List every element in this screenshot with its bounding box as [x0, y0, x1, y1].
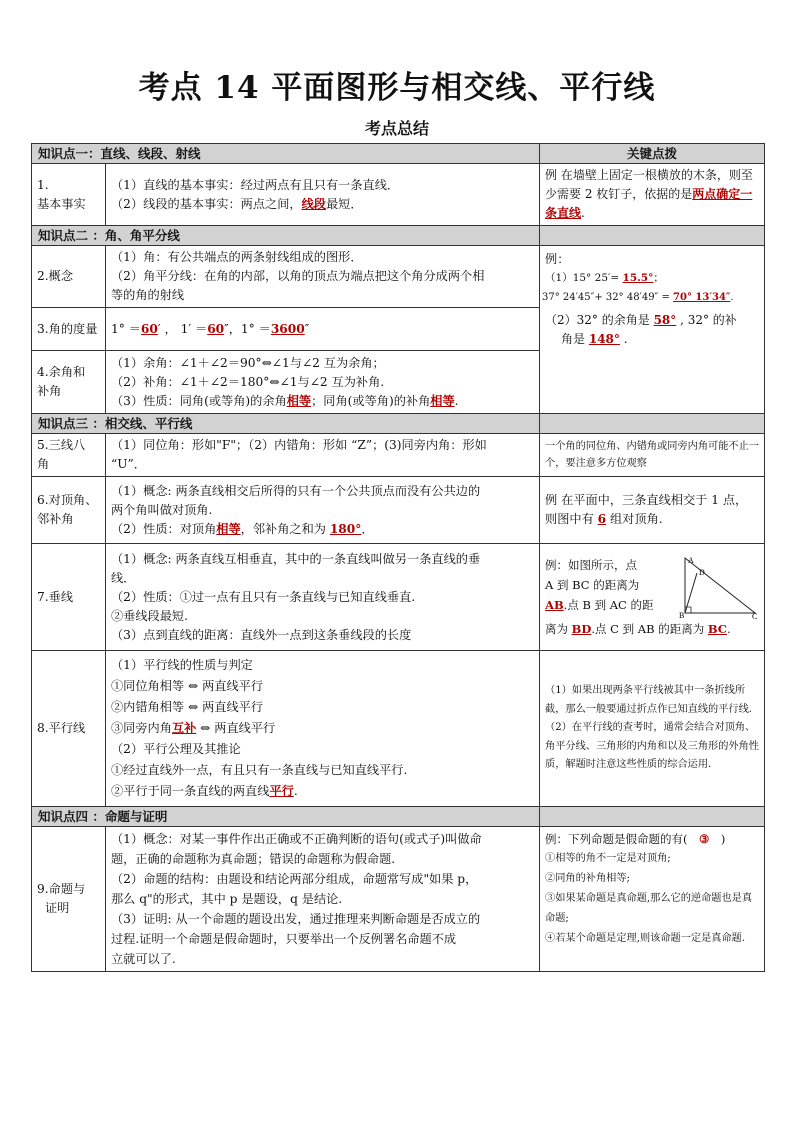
row-label-line: 基本事实 — [37, 196, 86, 211]
row-content — [106, 434, 540, 477]
example-line: ②同角的补角相等; — [545, 873, 630, 884]
content-line — [111, 392, 534, 411]
table-row — [32, 544, 765, 651]
row-content — [106, 351, 540, 414]
content-line: 两个角叫做对顶角. — [111, 502, 213, 517]
section-header-blank — [540, 807, 765, 827]
answer-text: AB — [545, 598, 564, 612]
text: ． — [361, 521, 374, 536]
example-line — [545, 311, 759, 330]
content-line: 那么 q"的形式，其中 p 是题设，q 是结论. — [111, 892, 343, 906]
section-title: 知识点一：直线、线段、射线 — [32, 144, 540, 164]
row-label-line: 1. — [37, 177, 49, 192]
table-row — [32, 827, 765, 972]
content-line: 线． — [111, 570, 136, 585]
answer-text: 60 — [207, 321, 225, 336]
section-header — [32, 144, 765, 164]
vertex-label-a: A — [688, 556, 694, 565]
row-content — [106, 827, 540, 972]
answer-text: 互补 — [171, 721, 197, 735]
text: （2）32° 的余角是 — [545, 313, 654, 327]
text: ) — [709, 832, 726, 846]
row-content — [106, 477, 540, 544]
text: ′ ， 1′ ＝ — [157, 321, 208, 336]
text: . — [454, 393, 459, 408]
text: ②平行于同一条直线的两直线 — [111, 784, 270, 798]
content-line: （1）同位角：形如"F"；（2）内错角：形如 “Z”；(3)同旁内角：形如 — [111, 438, 487, 452]
row-label: 2.概念 — [32, 246, 106, 308]
text: ″ — [304, 321, 310, 336]
table-row — [32, 246, 765, 308]
row-label-line: 4.余角和 — [37, 365, 86, 379]
answer-text: 15.5° — [622, 272, 654, 284]
row-label: 7.垂线 — [32, 544, 106, 651]
section-title: 知识点四 ：命题与证明 — [32, 807, 540, 827]
text: . — [293, 784, 298, 798]
answer-text: 线段 — [301, 196, 326, 211]
key-point-cell — [540, 651, 765, 807]
text: ；同角(或等角)的补角 — [311, 393, 431, 408]
key-point-paragraph: （1）如果出现两条平行线被其中一条折线所截，那么一般要通过折点作已知直线的平行线. — [545, 685, 753, 715]
table-row — [32, 651, 765, 807]
content-line — [111, 320, 534, 339]
text: 角是 — [561, 332, 589, 346]
triangle-outline — [685, 558, 755, 613]
content-line: 等的角的射线 — [111, 288, 185, 302]
content-line: 立就可以了. — [111, 952, 176, 966]
row-content — [106, 246, 540, 308]
table-row — [32, 477, 765, 544]
text: （2）线段的基本事实：两点之间， — [111, 196, 302, 211]
key-point-cell — [540, 164, 765, 226]
row-label-line: 邻补角 — [37, 512, 74, 526]
text: （1）15° 25′= — [545, 272, 623, 284]
row-label — [32, 351, 106, 414]
answer-text: 两点确定一条直线 — [545, 187, 753, 220]
content-line: （2）角平分线：在角的内部，以角的顶点为端点把这个角分成两个相 — [111, 269, 485, 283]
text: ； — [653, 272, 664, 284]
row-content — [106, 651, 540, 807]
text: . — [619, 332, 628, 346]
table-row — [32, 434, 765, 477]
example-line — [545, 269, 759, 288]
content-line: 过程.证明一个命题是假命题时，只要举出一个反例署名命题不成 — [111, 932, 457, 946]
text: ，邻补角之和为 — [240, 521, 330, 536]
row-label — [32, 434, 106, 477]
example-line: ④若某个命题是定理,则该命题一定是真命题. — [545, 933, 746, 944]
content-line: （1）概念：对某一事件作出正确或不正确判断的语句(或式子)叫做命 — [111, 832, 482, 846]
text: 37° 24′45″+ 32° 48′49″ = — [542, 292, 674, 303]
example-head — [545, 829, 759, 849]
content-line — [111, 520, 534, 539]
content-line: ①经过直线外一点，有且只有一条直线与已知直线平行. — [111, 763, 408, 777]
answer-text: 58° — [653, 313, 677, 327]
text: ″，1° ＝ — [224, 321, 271, 336]
text: . — [726, 622, 731, 636]
text: 最短． — [325, 196, 363, 211]
answer-text: 相等 — [286, 393, 312, 408]
vertex-label-d: D — [699, 568, 705, 577]
answer-text: 60 — [140, 321, 158, 336]
row-label-line: 证明 — [45, 901, 70, 915]
vertex-label-b: B — [679, 611, 685, 619]
text: 组对顶角. — [606, 512, 663, 526]
content-line: （2）补角：∠1＋∠2＝180°⇔∠1与∠2 互为补角. — [111, 374, 385, 389]
row-label-line: 补角 — [37, 384, 62, 398]
content-line: （2）命题的结构：由题设和结论两部分组成，命题常写成"如果 p， — [111, 872, 478, 886]
answer-text: BD — [571, 622, 592, 636]
section-header — [32, 807, 765, 827]
triangle-figure — [679, 555, 759, 619]
section-title: 知识点二 ：角、角平分线 — [32, 226, 540, 246]
section-header-blank — [540, 226, 765, 246]
text: .点 C 到 AB 的距离为 — [591, 622, 708, 636]
content-line: （1）直线的基本事实：经过两点有且只有一条直线． — [111, 177, 400, 192]
row-label — [32, 477, 106, 544]
content-line: （1）概念: 两条直线相交后所得的只有一个公共顶点而没有公共边的 — [111, 483, 481, 498]
content-line: （3）点到直线的距离：直线外一点到这条垂线段的长度 — [111, 627, 412, 642]
table-row — [32, 164, 765, 226]
row-label-line: 9.命题与 — [37, 882, 86, 896]
section-header-blank — [540, 414, 765, 434]
key-points-header: 关键点拨 — [540, 144, 765, 164]
content-line: ①同位角相等 ⇔ 两直线平行 — [111, 679, 264, 693]
key-point-cell — [540, 477, 765, 544]
text: ⇔ 两直线平行 — [196, 721, 276, 735]
row-label — [32, 164, 106, 226]
text: 1° ＝ — [111, 321, 141, 336]
answer-text: 6 — [597, 512, 607, 526]
answer-text: 相等 — [216, 521, 241, 536]
example-line — [542, 288, 759, 307]
answer-text: 70° 13′34″ — [673, 292, 731, 303]
content-line: （1）余角：∠1＋∠2＝90°⇔∠1与∠2 互为余角； — [111, 355, 385, 370]
row-content — [106, 544, 540, 651]
text: , 32° 的补 — [676, 313, 737, 327]
content-line: （1）平行线的性质与判定 — [111, 658, 253, 672]
content-line: （1）概念: 两条直线互相垂直，其中的一条直线叫做另一条直线的垂 — [111, 551, 481, 566]
key-point-cell: 一个角的同位角、内错角或同旁内角可能不止一个，要注意多方位观察 — [540, 434, 765, 477]
answer-text: BC — [707, 622, 727, 636]
answer-text: ③ — [699, 832, 710, 846]
text: .点 B 到 AC 的距 — [563, 598, 654, 612]
example-line: A 到 BC 的距离为 — [545, 578, 640, 592]
row-label: 8.平行线 — [32, 651, 106, 807]
summary-table — [31, 143, 765, 972]
example-line: 例：如图所示，点 — [545, 558, 638, 572]
key-point-paragraph: （2）在平行线的查考时，通常会结合对顶角、角平分线、三角形的内角和以及三角形的外角性质，解题时注意这些性质的综合运用. — [545, 722, 759, 771]
content-line: “U”． — [111, 457, 146, 471]
row-label-line: 6.对顶角、 — [37, 493, 98, 507]
content-line: （2）性质：①过一点有且只有一条直线与已知直线垂直. — [111, 589, 416, 604]
example-line: ①相等的角不一定是对顶角; — [545, 853, 671, 864]
example-head: 例： — [545, 252, 570, 266]
section-header — [32, 414, 765, 434]
content-line: 题，正确的命题称为真命题；错误的命题称为假命题. — [111, 852, 396, 866]
content-line: ②垂线段最短. — [111, 608, 188, 623]
text: （2）性质：对顶角 — [111, 521, 217, 536]
example-with-figure — [545, 555, 759, 619]
page-subtitle: 考点总结 — [364, 119, 429, 138]
key-point-cell — [540, 827, 765, 972]
example-line — [545, 619, 759, 639]
text: （3）性质：同角(或等角)的余角 — [111, 393, 287, 408]
row-label-line: 角 — [37, 457, 50, 471]
text: 例 在墙壁上固定一根横放的木条，则至少需要 2 枚钉子，依据的是 — [545, 168, 753, 201]
row-content — [106, 308, 540, 351]
key-point-cell — [540, 246, 765, 414]
example-line: ③如果某命题是真命题,那么它的逆命题也是真命题; — [545, 893, 753, 924]
section-title: 知识点三 ：相交线、平行线 — [32, 414, 540, 434]
answer-text: 3600 — [270, 321, 305, 336]
vertex-label-c: C — [752, 612, 758, 619]
example-line — [545, 595, 679, 615]
text: 离为 — [545, 622, 572, 636]
content-line — [111, 718, 534, 739]
page-title: 考点 14 平面图形与相交线、平行线 — [138, 70, 656, 106]
row-label-line: 5.三线八 — [37, 438, 86, 452]
example-text — [545, 555, 679, 619]
section-header — [32, 226, 765, 246]
example-line — [545, 330, 759, 349]
content-line: （1）角：有公共端点的两条射线组成的图形． — [111, 250, 363, 264]
text: . — [730, 292, 734, 303]
answer-text: 相等 — [430, 393, 455, 408]
content-line — [111, 781, 534, 802]
answer-text: 180° — [329, 521, 362, 536]
text: 例：下列命题是假命题的有( — [545, 832, 700, 846]
content-line: ②内错角相等 ⇔ 两直线平行 — [111, 700, 264, 714]
row-label — [32, 827, 106, 972]
key-point-cell — [540, 544, 765, 651]
content-line — [111, 195, 534, 214]
row-label: 3.角的度量 — [32, 308, 106, 351]
answer-text: 148° — [588, 332, 620, 346]
content-line: （2）平行公理及其推论 — [111, 742, 241, 756]
text: . — [581, 206, 585, 220]
text: 例 在平面中，三条直线相交于 1 点，则图中有 — [545, 493, 748, 526]
row-content — [106, 164, 540, 226]
answer-text: 平行 — [269, 784, 294, 798]
content-line: （3）证明: 从一个命题的题设出发，通过推理来判断命题是否成立的 — [111, 912, 481, 926]
text: ③同旁内角 — [111, 721, 172, 735]
